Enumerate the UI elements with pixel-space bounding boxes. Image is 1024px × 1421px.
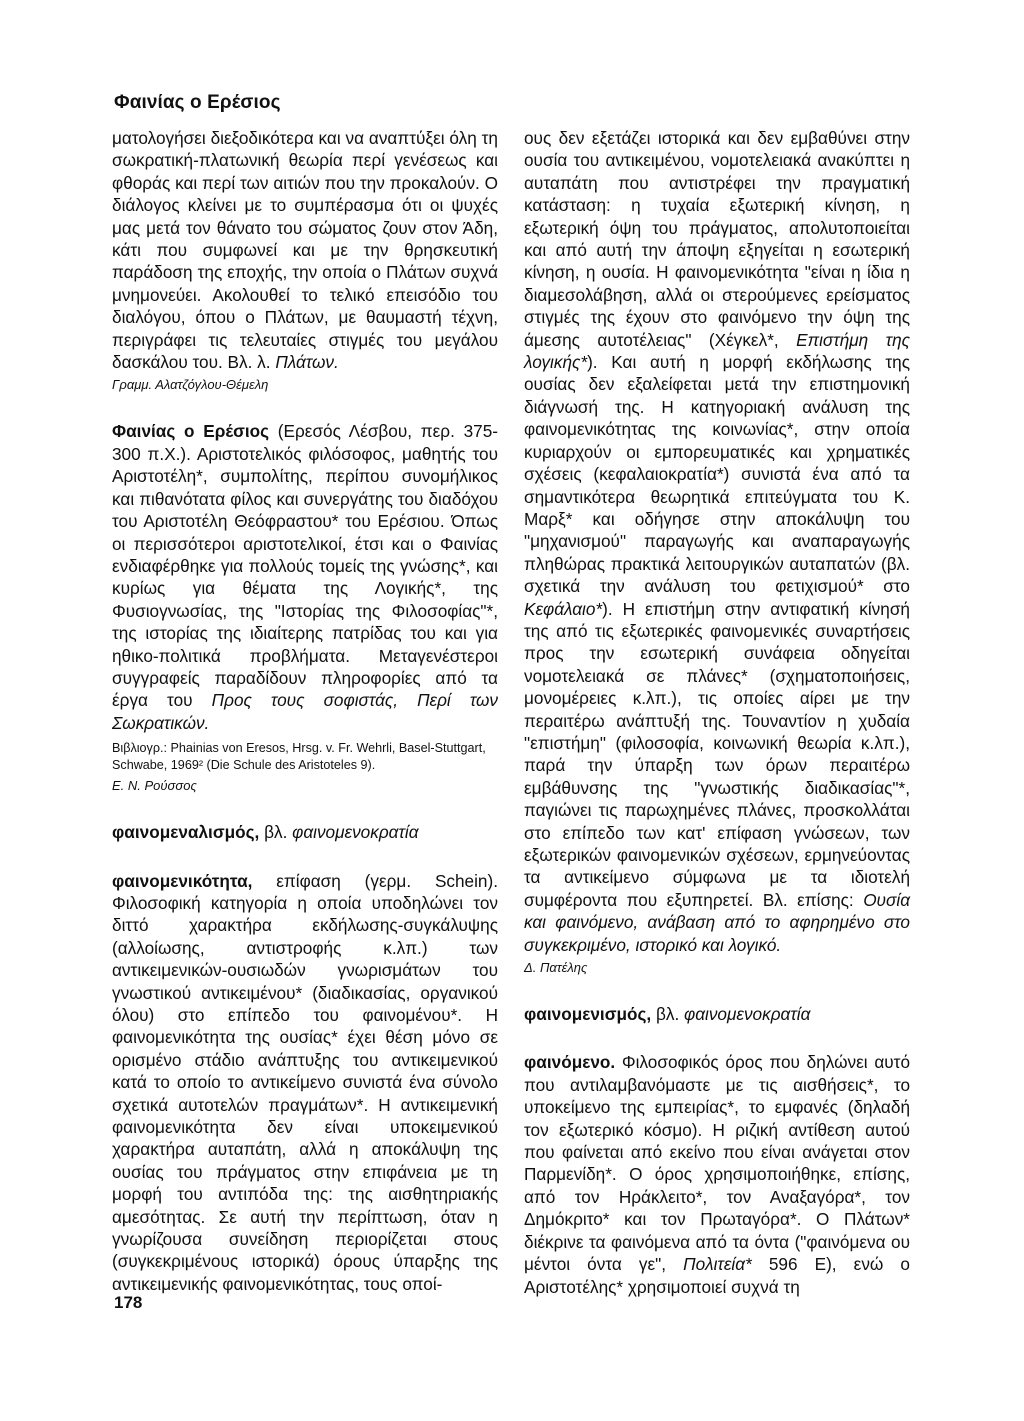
see-also-references: Ουσία και φαινόμενο, ανάβαση από το αφηρημένο στο συγκεκριμένο, ιστορικό και λογικό. (524, 889, 910, 955)
work-title: Επιστήμη της λογικής* (524, 329, 910, 373)
left-column (112, 127, 498, 1295)
spacer (112, 795, 498, 821)
entry-text: ). Και αυτή η μορφή εκδήλωσης της ουσίας δεν εξαλείφεται μετά την επιστημονική διάγνωσή της. Η κατηγοριακή ανάλυση της φαινομενικότητας της κοινωνίας*, στην οποία κυριαρχούν οι εμπορευματικές και χρηματικές σχέσεις (κεφαλαιοκρατία*) συνιστά ένα από τα σημαντικότερα θεωρητικά επιτεύγματα του Κ. Μαρξ* και οδήγησε στην αποκάλυψη του "μηχανισμού" παραγωγής και αναπαραγωγής πληθώρας πρακτικά λειτουργικών αυταπατών (βλ. σχετικά την ανάλυση του φετιχισμού* στο (524, 352, 910, 597)
headword: Φαινίας ο Ερέσιος (112, 421, 270, 442)
spacer (112, 844, 498, 870)
bibliography: Βιβλιογρ.: Phainias von Eresos, Hrsg. v. Fr. Wehrli, Basel-Stuttgart, Schwabe, 1969² (Die Schule des Aristoteles 9). (112, 741, 486, 773)
page-number: 178 (114, 1293, 143, 1312)
entry-text: Φιλοσοφικός όρος που δηλώνει αυτό που αντιλαμβανόμαστε με τις αισθήσεις*, το υποκείμενο της εμπειρίας*, το εμφανές (δηλαδή τον εξωτερικό κόσμο). Η ριζική αντίθεση αυτού που φαίνεται από εκείνο που είναι ανάγεται στον Παρμενίδη*. Ο όρος χρησιμοποιήθηκε, επίσης, από τον Ηράκλειτο*, τον Αναξαγόρα*, τον Δημόκριτο* και τον Πρωταγόρα*. Ο Πλάτων* διέκρινε τα φαινόμενα από τα όντα ("φαινόμενα ου μέντοι όντα γε", (524, 1052, 910, 1275)
entry-text: 596 Ε), ενώ ο Αριστοτέλης* χρησιμοποιεί συχνά τη (524, 1254, 910, 1297)
entry-fainomenikotita (112, 870, 498, 1296)
cross-reference: φαινομενοκρατία (684, 1004, 811, 1025)
right-column (524, 127, 910, 1298)
author-signature: Δ. Πατέλης (524, 960, 588, 976)
author-signature: Ε. Ν. Ρούσσος (112, 778, 197, 794)
entry-continuation (112, 127, 498, 373)
headword: φαινομεναλισμός, (112, 822, 260, 843)
entry-text: ). Η επιστήμη στην αντιφατική κίνησή της από τις εξωτερικές φαινομενικές συναρτήσεις προς την εσωτερική συνάφεια οδηγείται νομοτελειακά σε πλάνες* (σχηματοποιήσεις, μονομέρειες κ.λπ.), τις οποίες αίρει με την περαιτέρω ανάπτυξή της. Τουναντίον η χυδαία "επιστήμη" (φιλοσοφία, κοινωνική θεωρία κ.λπ.), παρά την ύπαρξη των όρων περαιτέρω εμβάθυνσης της "γνωστικής διαδικασίας"*, παγιώνει τις παρωχημένες πλάνες, προσκολλάται στο επίπεδο των κατ' επίφαση γνώσεων, των εξωτερικών φαινομενικών σχέσεων, ερμηνεύοντας τα αντικείμενο σύμφωνα με τα ιδιοτελή συμφέροντα που εξυπηρετεί. Βλ. επίσης: (524, 598, 910, 910)
see-label: βλ. (651, 1004, 684, 1025)
headword: φαινόμενο. (524, 1052, 616, 1073)
spacer (524, 1025, 910, 1051)
see-label: βλ. (259, 822, 293, 843)
headword: φαινομενικότητα, (112, 870, 253, 891)
entry-fainomenalismos (112, 821, 498, 843)
spacer (524, 977, 910, 1003)
headword: φαινομενισμός, (524, 1004, 652, 1025)
entry-text: (Ερεσός Λέσβου, περ. 375-300 π.Χ.). Αριστοτελικός φιλόσοφος, μαθητής του Αριστοτέλη*, συμπολίτης, περίπου συνομήλικος και πιθανότατα φίλος και συνεργάτης του διαδόχου του Αριστοτέλη Θεόφραστου* του Ερέσιου. Όπως οι περισσότεροι αριστοτελικοί, έτσι και ο Φαινίας ενδιαφέρθηκε για πολλούς τομείς της γνώσης*, και κυρίως για θέματα της Λογικής*, της Φυσιογνωσίας, της "Ιστορίας της Φιλοσοφίας"*, της ιστορίας της ιδιαίτερης πατρίδας του και για ηθικο-πολιτικά προβλήματα. Μεταγενέστεροι συγγραφείς παραδίδουν πληροφορίες από τα έργα του (112, 421, 498, 711)
author-signature: Γραμμ. Αλατζόγλου-Θέμελη (112, 377, 269, 393)
cross-reference: Πλάτων. (275, 352, 339, 373)
work-titles: Προς τους σοφιστάς, Περί των Σωκρατικών. (112, 690, 498, 733)
entry-fainomenismos (524, 1003, 910, 1025)
work-title: Κεφάλαιο* (524, 598, 603, 619)
cross-reference: φαινομενοκρατία (292, 822, 419, 843)
entry-phainias (112, 420, 498, 734)
entry-fainomeno (524, 1051, 910, 1297)
work-title: Πολιτεία* (683, 1254, 752, 1275)
spacer (112, 394, 498, 420)
running-head: Φαινίας ο Ερέσιος (114, 92, 281, 113)
entry-continuation (524, 127, 910, 956)
entry-text: ματολογήσει διεξοδικότερα και να αναπτύξει όλη τη σωκρατική-πλατωνική θεωρία περί γενέσεως και φθοράς και περί των αιτιών που την προκαλούν. Ο διάλογος κλείνει με το συμπέρασμα ότι οι ψυχές μας μετά τον θάνατο του σώματος ζουν στον Άδη, κάτι που συμφωνεί και με την θρησκευτική παράδοση της εποχής, την οποία ο Πλάτων συχνά μνημονεύει. Ακολουθεί το τελικό επεισόδιο του διαλόγου, όπου ο Πλάτων, με θαυμαστή τέχνη, περιγράφει τις τελευταίες στιγμές του μεγάλου δασκάλου του. Βλ. λ. (112, 128, 498, 373)
entry-text: επίφαση (γερμ. Schein). Φιλοσοφική κατηγορία η οποία υποδηλώνει τον διττό χαρακτήρα εκδήλωσης-συγκάλυψης (αλλοίωσης, αντιστροφής κ.λπ.) των αντικειμενικών-ουσιωδών γνωρισμάτων του γνωστικού αντικειμένου* (διαδικασίας, οργανικού όλου) στο επίπεδο του φαινομένου*. Η φαινομενικότητα της ουσίας* έχει θέση μόνο σε ορισμένο στάδιο ανάπτυξης του αντικειμενικού κατά το οποίο το αντικείμενο συνιστά ένα σύνολο σχετικά αυτοτελών πραγμάτων*. Η αντικειμενική φαινομενικότητα δεν είναι υποκειμενικού χαρακτήρα αυταπάτη, αλλά η αποκάλυψη της ουσίας του πράγματος στην επιφάνεια με τη μορφή του αντιπόδα της: της αισθητηριακής αμεσότητας. Σε αυτή την περίπτωση, όταν η γνωρίζουσα συνείδηση περιορίζεται στους (συγκεκριμένους ιστορικά) όρους ύπαρξης της αντικειμενικής φαινομενικότητας, τους οποί- (112, 870, 498, 1294)
entry-text: ους δεν εξετάζει ιστορικά και δεν εμβαθύνει στην ουσία του αντικειμένου, νομοτελειακά ανακύπτει η αυταπάτη που αντιστρέφει την πραγματική κατάσταση: η τυχαία εξωτερική κίνηση, η εξωτερική όψη του πράγματος, απολυτοποιείται και από αυτή την άποψη εξηγείται η εσωτερική κίνηση, η ουσία. Η φαινομενικότητα "είναι η ίδια η διαμεσολάβηση, αλλά οι στερούμενες ερείσματος στιγμές της έχουν στο φαινόμενο την όψη της άμεσης αυτοτέλειας" (Χέγκελ*, (524, 128, 910, 350)
